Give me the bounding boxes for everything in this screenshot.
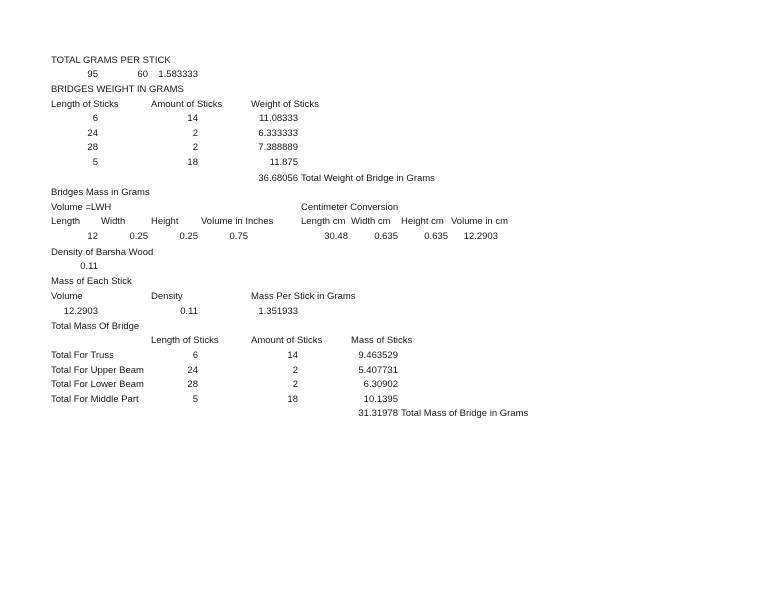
weight-title: BRIDGES WEIGHT IN GRAMS — [51, 84, 184, 95]
cm-value-height: 0.635 — [424, 231, 448, 242]
mass-title: Bridges Mass in Grams — [51, 187, 150, 198]
per-stick-value-c: 1.583333 — [158, 69, 198, 80]
total-mass-header-length: Length of Sticks — [151, 335, 219, 346]
total-mass-row-amount: 2 — [292, 379, 298, 390]
weight-row-amount: 2 — [192, 128, 198, 139]
total-mass-row-amount: 14 — [287, 350, 298, 361]
inch-value-width: 0.25 — [129, 231, 148, 242]
weight-row-length: 24 — [87, 128, 98, 139]
weight-row-weight: 11.875 — [269, 157, 298, 168]
density-title: Density of Barsha Wood — [51, 247, 154, 258]
total-mass-title: Total Mass Of Bridge — [51, 321, 140, 332]
inch-value-height: 0.25 — [179, 231, 198, 242]
cm-header-length: Length cm — [301, 216, 346, 227]
total-mass-row-mass: 6.30902 — [363, 379, 398, 390]
weight-row-weight: 6.333333 — [258, 128, 298, 139]
cm-value-volume: 12.2903 — [463, 231, 498, 242]
total-mass-row-amount: 18 — [287, 394, 298, 405]
total-mass-row-length: 28 — [187, 379, 198, 390]
total-mass-row-label: Total For Middle Part — [51, 394, 139, 405]
total-mass-label: Total Mass of Bridge in Grams — [401, 408, 529, 419]
total-mass-row-mass: 9.463529 — [358, 350, 398, 361]
mass-each-value-mass: 1.351933 — [258, 306, 298, 317]
cm-header-height: Height cm — [401, 216, 444, 227]
total-mass-row-label: Total For Truss — [51, 350, 114, 361]
per-stick-value-a: 95 — [87, 69, 98, 80]
cm-header-width: Width cm — [351, 216, 391, 227]
cm-header-volume: Volume in cm — [451, 216, 509, 227]
weight-header-amount: Amount of Sticks — [151, 99, 223, 110]
inch-value-volume: 0.75 — [229, 231, 248, 242]
total-mass-row-mass: 10.1395 — [363, 394, 398, 405]
total-mass-row-length: 5 — [192, 394, 198, 405]
mass-each-header-density: Density — [151, 291, 183, 302]
weight-row-amount: 14 — [187, 113, 198, 124]
cm-value-width: 0.635 — [374, 231, 398, 242]
total-mass-header-amount: Amount of Sticks — [251, 335, 323, 346]
per-stick-title: TOTAL GRAMS PER STICK — [51, 55, 171, 66]
inch-header-width: Width — [101, 216, 126, 227]
total-mass-row-label: Total For Upper Beam — [51, 365, 144, 376]
weight-row-amount: 18 — [187, 157, 198, 168]
density-value: 0.11 — [80, 261, 98, 272]
weight-row-weight: 11.08333 — [259, 113, 298, 124]
mass-each-header-volume: Volume — [51, 291, 83, 302]
volume-formula: Volume =LWH — [51, 202, 112, 213]
total-mass-row-label: Total For Lower Beam — [51, 379, 144, 390]
mass-each-title: Mass of Each Stick — [51, 276, 132, 287]
inch-header-length: Length — [51, 216, 81, 227]
per-stick-value-b: 60 — [137, 69, 148, 80]
weight-header-weight: Weight of Sticks — [251, 99, 319, 110]
mass-each-value-volume: 12.2903 — [63, 306, 98, 317]
inch-header-height: Height — [151, 216, 179, 227]
mass-each-value-density: 0.11 — [180, 306, 198, 317]
cm-conversion-label: Centimeter Conversion — [301, 202, 399, 213]
weight-total-label: Total Weight of Bridge in Grams — [301, 173, 435, 184]
weight-row-weight: 7.388889 — [258, 142, 298, 153]
inch-header-volume: Volume in Inches — [201, 216, 274, 227]
total-mass-header-mass: Mass of Sticks — [351, 335, 413, 346]
weight-row-length: 28 — [87, 142, 98, 153]
weight-row-length: 6 — [92, 113, 98, 124]
weight-total-value: 36.68056 — [258, 173, 298, 184]
total-mass-row-length: 24 — [187, 365, 198, 376]
inch-value-length: 12 — [87, 231, 98, 242]
total-mass-row-length: 6 — [192, 350, 198, 361]
weight-row-amount: 2 — [192, 142, 198, 153]
cm-value-length: 30.48 — [324, 231, 348, 242]
weight-row-length: 5 — [92, 157, 98, 168]
total-mass-row-amount: 2 — [292, 365, 298, 376]
mass-each-header-mass: Mass Per Stick in Grams — [251, 291, 356, 302]
total-mass-value: 31.31978 — [358, 408, 398, 419]
weight-header-length: Length of Sticks — [51, 99, 119, 110]
total-mass-row-mass: 5.407731 — [358, 365, 398, 376]
